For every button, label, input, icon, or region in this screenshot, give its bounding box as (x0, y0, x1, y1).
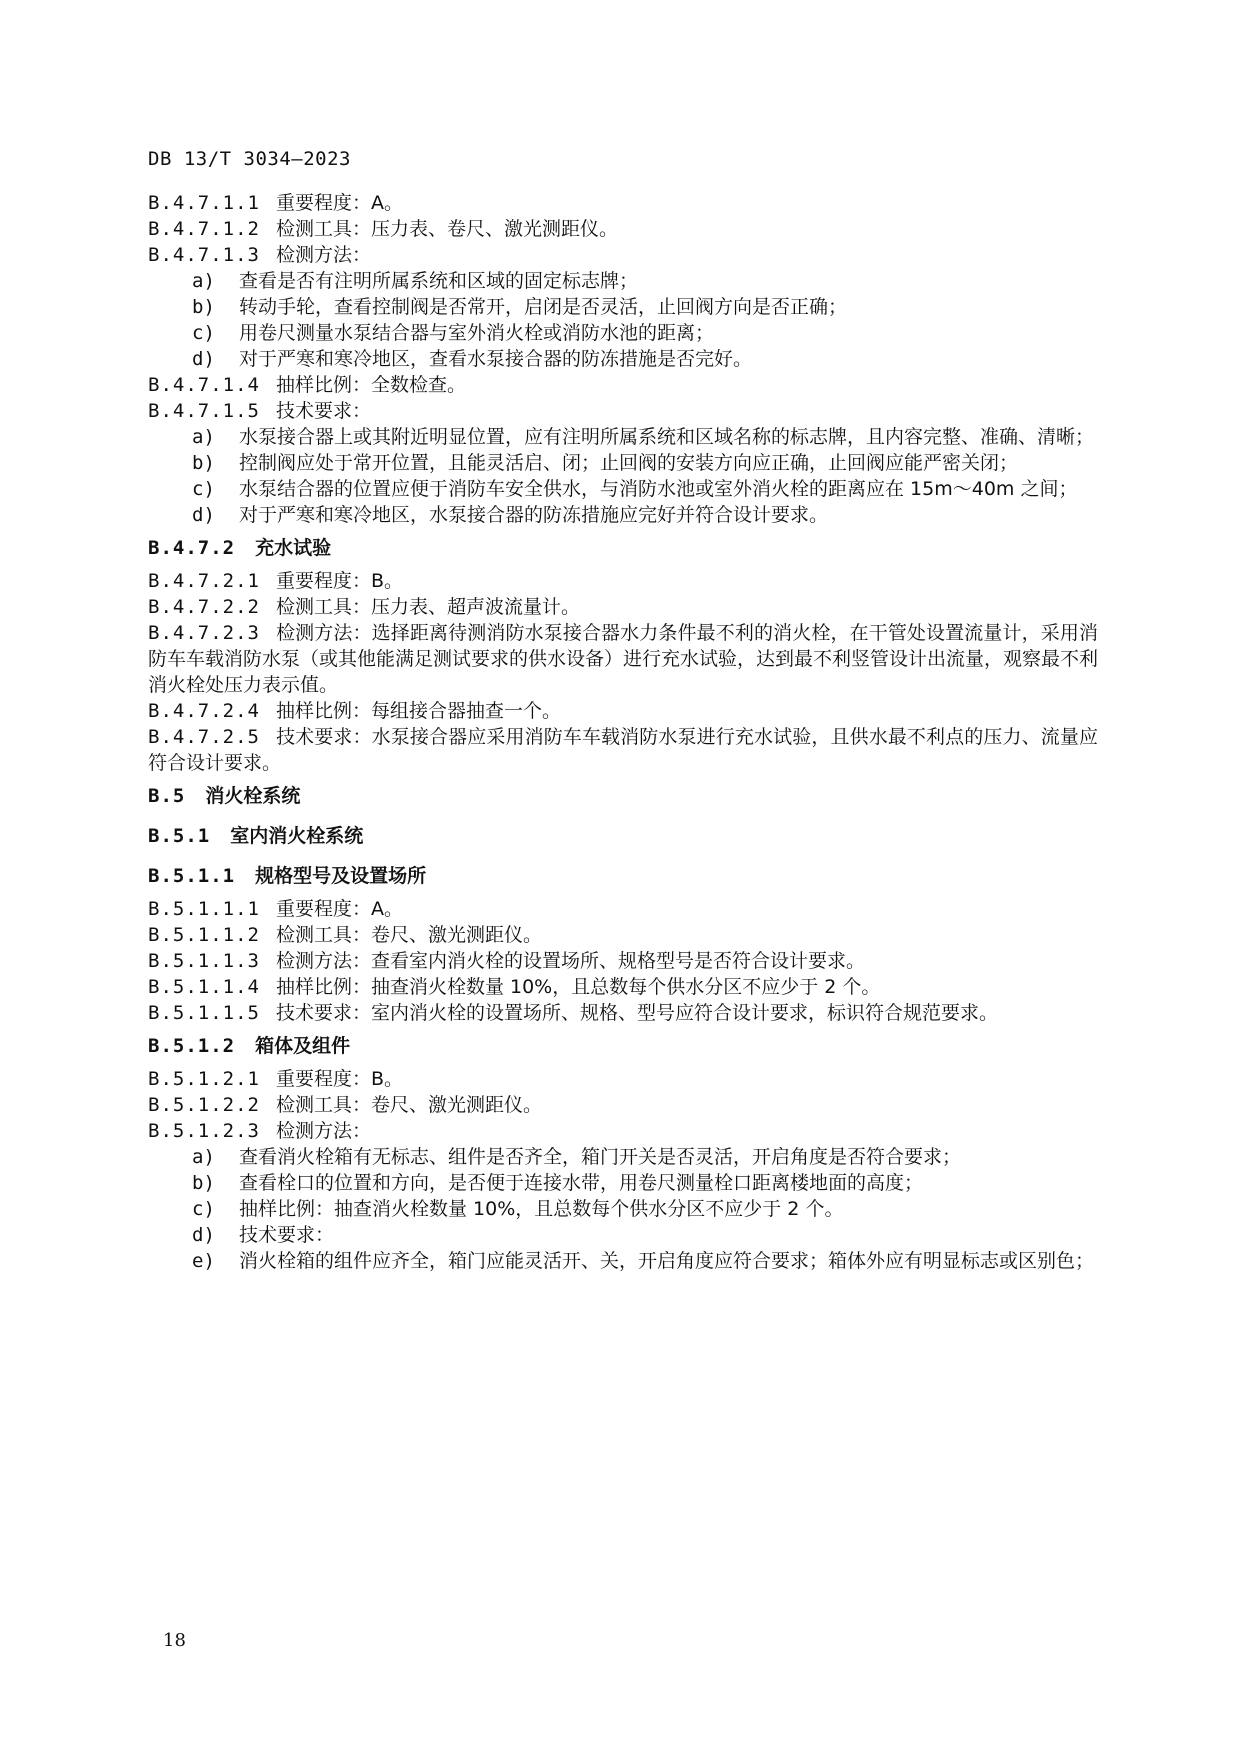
clause-number: B.4.7.1.4 (148, 374, 260, 396)
document-code: DB 13/T 3034—2023 (148, 148, 351, 170)
clause-number: B.4.7.2.2 (148, 596, 260, 618)
clause-line (148, 1066, 1098, 1092)
clause-paragraph (148, 620, 1098, 698)
list-item-text: 水泵接合器上或其附近明显位置，应有注明所属系统和区域名称的标志牌，且内容完整、准确、清晰； (239, 426, 1095, 448)
clause-text: 检测方法：选择距离待测消防水泵接合器水力条件最不利的消火栓，在干管处设置流量计，采用消防车车载消防水泵（或其他能满足测试要求的供水设备）进行充水试验，达到最不利竖管设计出流量，观察最不利消火栓处压力表示值。 (148, 622, 1099, 696)
section-heading (148, 816, 1098, 856)
list-item-marker: a) (192, 426, 215, 448)
section-heading (148, 776, 1098, 816)
clause-line (148, 242, 1098, 268)
clause-number: B.5.1.2.3 (148, 1120, 260, 1142)
clause-number: B.4.7.1.3 (148, 244, 260, 266)
list-item (148, 268, 1098, 294)
list-item (148, 450, 1098, 476)
clause-line (148, 1092, 1098, 1118)
list-item-text: 水泵结合器的位置应便于消防车安全供水，与消防水池或室外消火栓的距离应在 15m～40m 之间； (239, 478, 1078, 500)
list-item-text: 抽样比例：抽查消火栓数量 10%，且总数每个供水分区不应少于 2 个。 (239, 1198, 844, 1220)
clause-text: 检测方法： (275, 1120, 371, 1142)
list-item-text: 查看栓口的位置和方向，是否便于连接水带，用卷尺测量栓口距离楼地面的高度； (239, 1172, 924, 1194)
clause-number: B.5.1.1 (148, 865, 236, 887)
clause-text: 抽样比例：每组接合器抽查一个。 (275, 700, 561, 722)
clause-number: B.5.1.2 (148, 1035, 236, 1057)
clause-number: B.4.7.2.3 (148, 622, 260, 644)
clause-text: 箱体及组件 (255, 1035, 351, 1057)
list-item-marker: b) (192, 452, 215, 474)
list-item (148, 1144, 1098, 1170)
clause-line (148, 698, 1098, 724)
list-item-marker: b) (192, 296, 215, 318)
list-item-text: 消火栓箱的组件应齐全，箱门应能灵活开、关，开启角度应符合要求；箱体外应有明显标志或区别色； (239, 1250, 1095, 1272)
clause-paragraph (148, 724, 1098, 776)
list-item-text: 用卷尺测量水泵结合器与室外消火栓或消防水池的距离； (239, 322, 715, 344)
clause-line (148, 190, 1098, 216)
list-item (148, 1248, 1098, 1274)
list-item-text: 技术要求： (239, 1224, 335, 1246)
clause-line (148, 372, 1098, 398)
clause-text: 重要程度：A。 (275, 898, 403, 920)
list-item (148, 1170, 1098, 1196)
document-body (148, 190, 1098, 1274)
clause-text: 检测工具：压力表、卷尺、激光测距仪。 (275, 218, 618, 240)
clause-number: B.5.1.2.2 (148, 1094, 260, 1116)
clause-text: 检测工具：卷尺、激光测距仪。 (275, 924, 542, 946)
clause-text: 检测工具：压力表、超声波流量计。 (275, 596, 580, 618)
clause-number: B.5.1.1.5 (148, 1002, 260, 1024)
clause-line (148, 1000, 1098, 1026)
list-item-marker: d) (192, 504, 215, 526)
clause-text: 消火栓系统 (205, 785, 301, 807)
clause-number: B.4.7.2.5 (148, 726, 260, 748)
list-item-marker: c) (192, 478, 215, 500)
clause-number: B.4.7.2.4 (148, 700, 260, 722)
clause-number: B.5.1.1.2 (148, 924, 260, 946)
list-item (148, 320, 1098, 346)
clause-text: 技术要求：水泵接合器应采用消防车车载消防水泵进行充水试验，且供水最不利点的压力、流量应符合设计要求。 (148, 726, 1098, 774)
list-item-text: 对于严寒和寒冷地区，水泵接合器的防冻措施应完好并符合设计要求。 (239, 504, 829, 526)
list-item-marker: e) (192, 1250, 215, 1272)
clause-number: B.4.7.1.5 (148, 400, 260, 422)
clause-number: B.4.7.2.1 (148, 570, 260, 592)
clause-text: 抽样比例：全数检查。 (275, 374, 466, 396)
section-heading (148, 856, 1098, 896)
clause-text: 抽样比例：抽查消火栓数量 10%，且总数每个供水分区不应少于 2 个。 (275, 976, 881, 998)
clause-line (148, 594, 1098, 620)
list-item-marker: d) (192, 1224, 215, 1246)
list-item-text: 转动手轮，查看控制阀是否常开，启闭是否灵活，止回阀方向是否正确； (239, 296, 848, 318)
clause-number: B.5.1.1.1 (148, 898, 260, 920)
list-item (148, 424, 1098, 450)
clause-line (148, 1118, 1098, 1144)
clause-text: 充水试验 (255, 537, 332, 559)
list-item-marker: c) (192, 1198, 215, 1220)
section-heading (148, 528, 1098, 568)
clause-text: 技术要求：室内消火栓的设置场所、规格、型号应符合设计要求，标识符合规范要求。 (275, 1002, 998, 1024)
list-item-marker: c) (192, 322, 215, 344)
list-item-marker: b) (192, 1172, 215, 1194)
list-item-marker: d) (192, 348, 215, 370)
list-item-marker: a) (192, 1146, 215, 1168)
list-item (148, 502, 1098, 528)
clause-line (148, 216, 1098, 242)
clause-line (148, 922, 1098, 948)
clause-number: B.4.7.2 (148, 537, 236, 559)
clause-text: 室内消火栓系统 (230, 825, 364, 847)
list-item (148, 294, 1098, 320)
clause-number: B.5.1 (148, 825, 211, 847)
list-item (148, 476, 1098, 502)
clause-text: 检测工具：卷尺、激光测距仪。 (275, 1094, 542, 1116)
clause-text: 检测方法： (275, 244, 371, 266)
clause-number: B.5 (148, 785, 186, 807)
clause-text: 重要程度：B。 (275, 570, 403, 592)
clause-line (148, 948, 1098, 974)
section-heading (148, 1026, 1098, 1066)
clause-text: 规格型号及设置场所 (255, 865, 427, 887)
list-item (148, 1222, 1098, 1248)
clause-number: B.4.7.1.1 (148, 192, 260, 214)
clause-line (148, 896, 1098, 922)
page-number: 18 (163, 1630, 186, 1651)
clause-number: B.5.1.1.3 (148, 950, 260, 972)
list-item-text: 查看消火栓箱有无标志、组件是否齐全，箱门开关是否灵活，开启角度是否符合要求； (239, 1146, 962, 1168)
list-item (148, 346, 1098, 372)
clause-number: B.5.1.1.4 (148, 976, 260, 998)
clause-line (148, 568, 1098, 594)
list-item-text: 查看是否有注明所属系统和区域的固定标志牌； (239, 270, 639, 292)
clause-text: 重要程度：B。 (275, 1068, 403, 1090)
list-item-text: 对于严寒和寒冷地区，查看水泵接合器的防冻措施是否完好。 (239, 348, 753, 370)
clause-line (148, 974, 1098, 1000)
clause-text: 检测方法：查看室内消火栓的设置场所、规格型号是否符合设计要求。 (275, 950, 865, 972)
clause-text: 重要程度：A。 (275, 192, 403, 214)
clause-line (148, 398, 1098, 424)
clause-number: B.4.7.1.2 (148, 218, 260, 240)
list-item-text: 控制阀应处于常开位置，且能灵活启、闭；止回阀的安装方向应正确，止回阀应能严密关闭； (239, 452, 1019, 474)
list-item-marker: a) (192, 270, 215, 292)
clause-number: B.5.1.2.1 (148, 1068, 260, 1090)
list-item (148, 1196, 1098, 1222)
clause-text: 技术要求： (275, 400, 371, 422)
